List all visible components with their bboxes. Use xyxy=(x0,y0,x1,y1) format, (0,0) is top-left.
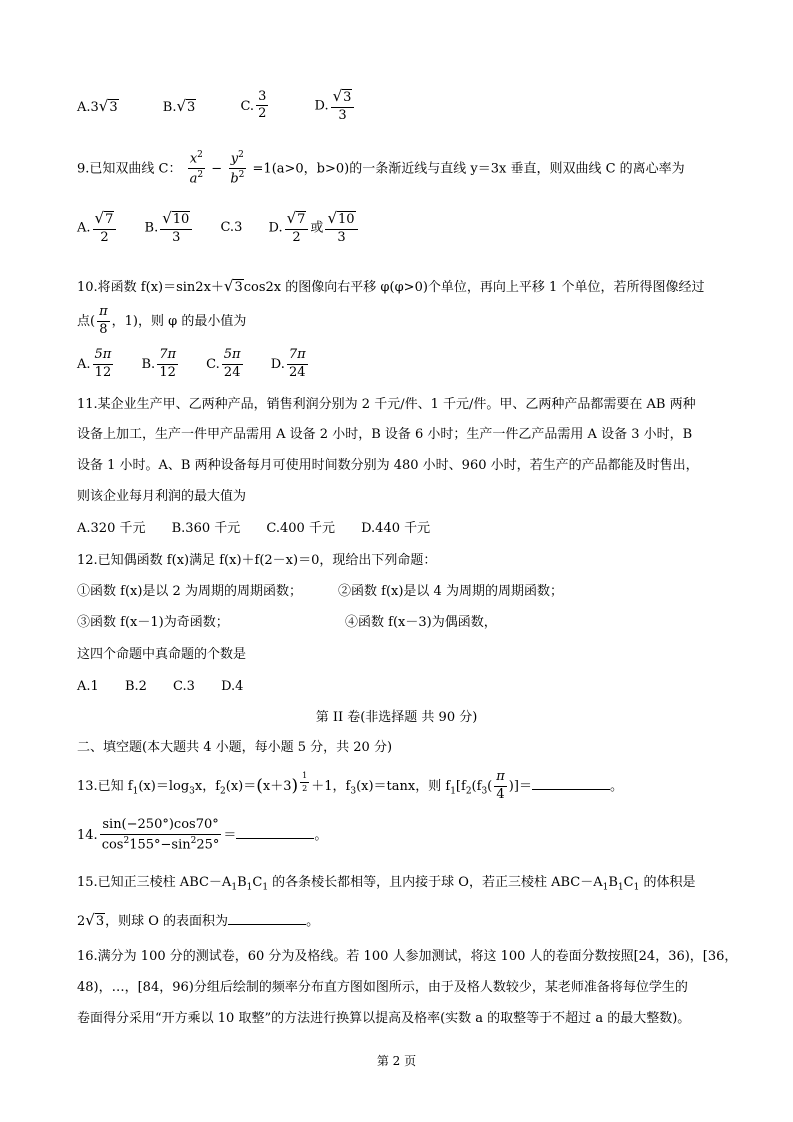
q9-option-d: D. $\frac{√7}{2}$ 或 $\frac{√10}{3}$ xyxy=(268,210,359,246)
q9-option-c: C.3 xyxy=(220,220,243,236)
q12-options xyxy=(77,679,265,695)
q12-option-d: D.4 xyxy=(221,679,244,694)
q12-proposition-1: ①函数 f(x)是以 2 为周期的周期函数； xyxy=(77,584,302,599)
q16-line1: 16.满分为 100 分的测试卷，60 分为及格线。若 100 人参加测试，将这 100 人的卷面分数按照[24，36)，[36， xyxy=(77,949,738,964)
q10-options xyxy=(77,348,332,381)
q9-stem: 9.已知双曲线 C： $\frac{x^2}{a^2}$ − $\frac{y^2}{b^2}$ =1(a>0，b>0)的一条渐近线与直线 y＝3x 垂直，则双曲线 C 的离心率为 xyxy=(77,150,685,187)
q8-option-b: B.√3 xyxy=(162,96,196,115)
q12-question: 这四个命题中真命题的个数是 xyxy=(77,647,247,662)
q8-options xyxy=(77,88,378,124)
q12-option-c: C.3 xyxy=(173,679,195,694)
q13-answer-blank[interactable] xyxy=(532,775,610,790)
q9-options xyxy=(77,210,382,246)
q10-option-c: C. $\frac{5\pi}{24}$ xyxy=(206,347,241,380)
q12-proposition-3: ③函数 f(x－1)为奇函数； xyxy=(77,615,229,630)
q16-line2: 48)，…，[84，96)分组后绘制的频率分布直方图如图所示，由于及格人数较少，某老师准备将每位学生的 xyxy=(77,980,688,995)
q11-line2: 设备上加工，生产一件甲产品需用 A 设备 2 小时，B 设备 6 小时；生产一件乙产品需用 A 设备 3 小时，B xyxy=(77,427,693,442)
q11-option-d: D.440 千元 xyxy=(361,521,431,536)
q16-line3: 卷面得分采用“开方乘以 10 取整”的方法进行换算以提高及格率(实数 a 的取整等于不超过 a 的最大整数)。 xyxy=(77,1011,691,1026)
q14-answer-blank[interactable] xyxy=(236,824,314,839)
q11-option-b: B.360 千元 xyxy=(171,521,241,536)
q10-option-d: D. $\frac{7\pi}{24}$ xyxy=(270,347,306,380)
q11-option-a: A.320 千元 xyxy=(77,521,146,536)
q13-stem: 13.已知 $f_1(x)=\log_3x$，$f_2(x)=(x+3)$ $^{\frac{1}{2}}$ ＋1，$f_3(x)=\tan x$，则 $f_1[f_2(f_3$( $\frac{\pi}{4}$ )]＝ 。 xyxy=(77,769,623,802)
q11-line4: 则该企业每月利润的最大值为 xyxy=(77,489,247,504)
q11-line3: 设备 1 小时。A、B 两种设备每月可使用时间数分别为 480 小时、960 小时，若生产的产品都能及时售出， xyxy=(77,458,699,473)
q15-answer-blank[interactable] xyxy=(228,910,306,925)
q12-option-a: A.1 xyxy=(77,679,99,694)
q11-options xyxy=(77,521,452,537)
q15-line2: 2√3，则球 O 的表面积为 。 xyxy=(77,911,320,929)
q11-option-c: C.400 千元 xyxy=(266,521,335,536)
q10-option-a: A. $\frac{5\pi}{12}$ xyxy=(77,347,112,380)
q11-line1: 11.某企业生产甲、乙两种产品，销售利润分别为 2 千元/件、1 千元/件。甲、乙两种产品都需要在 AB 两种 xyxy=(77,397,696,412)
q8-option-a: A.3√3 xyxy=(77,96,118,115)
q12-stem: 12.已知偶函数 f(x)满足 f(x)＋f(2－x)＝0，现给出下列命题： xyxy=(77,553,437,568)
q15-line1: 15.已知正三棱柱 $ABC-A_1B_1C_1$ 的各条棱长都相等，且内接于球 O，若正三棱柱 $ABC-A_1B_1C_1$ 的体积是 xyxy=(77,875,696,893)
q12-proposition-2: ②函数 f(x)是以 4 为周期的周期函数； xyxy=(338,584,563,599)
q12-option-b: B.2 xyxy=(124,679,147,694)
section-title: 第 II 卷(非选择题 共 90 分) xyxy=(315,710,478,725)
q8-option-d: D. $\frac{√3}{3}$ xyxy=(315,88,357,124)
q9-option-b: B. $\frac{√10}{3}$ xyxy=(145,210,195,246)
q10-stem-line2: 点( $\frac{\pi}{8}$ ，1)，则 φ 的最小值为 xyxy=(77,304,247,337)
q12-proposition-4: ④函数 f(x－3)为偶函数， xyxy=(345,615,497,630)
page-number: 第 2 页 xyxy=(376,1054,417,1068)
q10-stem-line1: 10.将函数 f(x)＝sin2x＋√3cos2x 的图像向右平移 φ(φ>0)个单位，再向上平移 1 个单位，若所得图像经过 xyxy=(77,277,705,295)
fill-in-heading: 二、填空题(本大题共 4 小题，每小题 5 分，共 20 分) xyxy=(77,740,393,755)
q14-stem: 14. $\frac{\sin(-250^\circ)\cos 70^\circ}{\cos^2155^\circ-\sin^225^\circ}$ ＝ 。 xyxy=(77,817,328,853)
q10-option-b: B. $\frac{7\pi}{12}$ xyxy=(141,347,177,380)
q9-option-a: A. $\frac{√7}{2}$ xyxy=(77,210,118,246)
q8-option-c: C. $\frac{3}{2}$ xyxy=(240,88,267,122)
